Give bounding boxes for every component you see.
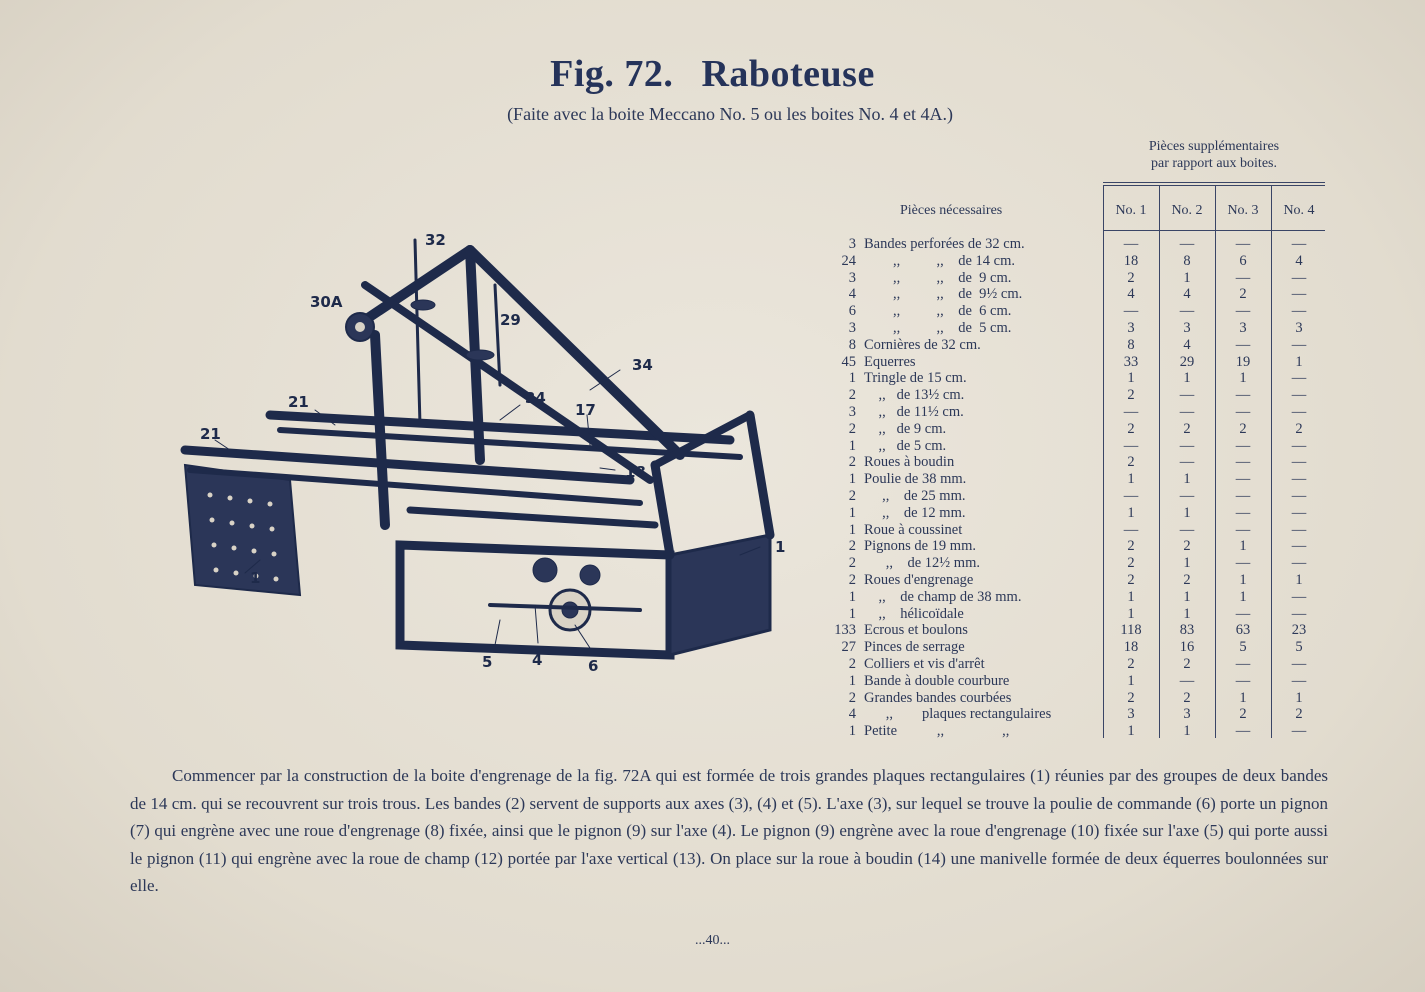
row-part-name: ,, de 5 cm.	[864, 437, 947, 454]
row-cell-no4: —	[1291, 521, 1307, 538]
row-quantity: 1	[848, 723, 856, 740]
table-row	[818, 404, 1328, 421]
row-cell-no4: 2	[1295, 706, 1303, 723]
machine-illustration	[170, 225, 810, 685]
row-quantity: 4	[848, 706, 856, 723]
row-part-name: Poulie de 38 mm.	[864, 471, 967, 488]
row-cell-no1: —	[1123, 437, 1139, 454]
row-part-name: ,, ,, de 14 cm.	[864, 252, 1016, 269]
column-header-no4: No. 4	[1283, 203, 1315, 218]
row-cell-no1: 2	[1127, 420, 1135, 437]
row-quantity: 3	[848, 269, 856, 286]
subtitle: (Faite avec la boite Meccano No. 5 ou les boites No. 4 et 4A.)	[507, 104, 953, 124]
row-cell-no1: 1	[1127, 588, 1135, 605]
row-cell-no4: —	[1291, 437, 1307, 454]
row-cell-no4: —	[1291, 538, 1307, 555]
row-cell-no3: 6	[1239, 252, 1247, 269]
row-quantity: 3	[848, 236, 856, 252]
row-part-name: Pignons de 19 mm.	[864, 538, 976, 555]
row-part-name: ,, hélicoïdale	[864, 605, 964, 622]
row-cell-no1: 2	[1127, 387, 1135, 404]
row-cell-no3: 1	[1239, 538, 1247, 555]
row-cell-no1: —	[1123, 404, 1139, 420]
row-cell-no4: —	[1291, 555, 1307, 572]
row-quantity: 1	[848, 521, 856, 538]
row-quantity: 2	[848, 656, 856, 672]
base-box-side	[670, 535, 770, 655]
row-quantity: 1	[848, 437, 856, 454]
table-row	[818, 236, 1328, 253]
row-cell-no3: 1	[1239, 572, 1247, 588]
figure-number: Fig. 72.	[550, 53, 674, 95]
row-cell-no3: 2	[1239, 420, 1247, 437]
row-cell-no4: —	[1291, 303, 1307, 320]
row-cell-no4: 23	[1291, 622, 1307, 639]
row-quantity: 2	[848, 454, 856, 471]
row-cell-no2: 2	[1183, 420, 1191, 437]
row-part-name: ,, ,, de 9½ cm.	[864, 286, 1023, 303]
table-row	[818, 673, 1328, 690]
row-cell-no3: —	[1235, 336, 1251, 353]
row-cell-no3: —	[1235, 656, 1251, 672]
row-cell-no1: 8	[1127, 336, 1135, 353]
row-cell-no2: —	[1179, 303, 1195, 320]
row-part-name: Colliers et vis d'arrêt	[864, 656, 985, 672]
row-part-name: ,, de 11½ cm.	[864, 404, 964, 420]
row-quantity: 1	[848, 370, 856, 387]
row-cell-no4: —	[1291, 336, 1307, 353]
row-cell-no3: —	[1235, 437, 1251, 454]
callout-17: 17	[575, 401, 596, 419]
row-cell-no1: 2	[1127, 454, 1135, 471]
row-cell-no2: —	[1179, 236, 1195, 252]
table-row	[818, 454, 1328, 471]
row-part-name: Roues à boudin	[864, 454, 955, 471]
supplement-header-line1: Pièces supplémentaires	[1148, 139, 1280, 154]
row-quantity: 3	[848, 404, 856, 420]
row-part-name: Equerres	[864, 353, 916, 370]
row-quantity: 8	[848, 336, 856, 353]
row-cell-no2: —	[1179, 387, 1195, 404]
callout-21-upper: 21	[288, 393, 309, 411]
row-part-name: Roues d'engrenage	[864, 572, 974, 588]
row-cell-no4: —	[1291, 471, 1307, 488]
table-row	[818, 589, 1328, 606]
table-row	[818, 538, 1328, 555]
row-cell-no1: —	[1123, 488, 1139, 504]
row-cell-no2: 3	[1183, 706, 1191, 723]
row-part-name: ,, ,, de 9 cm.	[864, 269, 1012, 286]
row-cell-no2: —	[1179, 437, 1195, 454]
row-cell-no4: 2	[1295, 420, 1303, 437]
row-cell-no2: 2	[1183, 689, 1191, 706]
row-cell-no4: —	[1291, 488, 1307, 504]
table-row	[818, 622, 1328, 639]
table-row	[818, 337, 1328, 354]
row-cell-no3: —	[1235, 471, 1251, 488]
header-rule	[1103, 230, 1325, 231]
table-row	[818, 723, 1328, 740]
callout-30a: 30A	[310, 293, 343, 311]
row-cell-no4: —	[1291, 656, 1307, 672]
callout-4: 4	[532, 651, 543, 669]
row-cell-no4: —	[1291, 370, 1307, 387]
row-cell-no4: —	[1291, 588, 1307, 605]
row-cell-no3: 63	[1235, 622, 1251, 639]
table-row	[818, 488, 1328, 505]
row-cell-no3: 19	[1235, 353, 1251, 370]
row-cell-no3: —	[1235, 303, 1251, 320]
row-cell-no2: 1	[1183, 555, 1191, 572]
row-quantity: 1	[848, 588, 856, 605]
row-quantity: 2	[848, 689, 856, 706]
row-cell-no1: 18	[1123, 252, 1139, 269]
row-cell-no3: 3	[1239, 320, 1247, 336]
row-cell-no2: 83	[1179, 622, 1195, 639]
row-cell-no3: 2	[1239, 706, 1247, 723]
row-cell-no3: —	[1235, 672, 1251, 689]
table-row	[818, 370, 1328, 387]
row-cell-no1: 1	[1127, 504, 1135, 521]
row-cell-no3: —	[1235, 404, 1251, 420]
callout-18: 18	[625, 463, 646, 481]
callout-5: 5	[482, 653, 493, 671]
table-row	[818, 522, 1328, 539]
row-cell-no4: —	[1291, 605, 1307, 622]
row-cell-no4: —	[1291, 404, 1307, 420]
row-cell-no1: 1	[1127, 672, 1135, 689]
row-cell-no3: 1	[1239, 689, 1247, 706]
table-row	[818, 286, 1328, 303]
row-cell-no1: —	[1123, 236, 1139, 252]
callout-32: 32	[425, 231, 446, 249]
pieces-header: Pièces nécessaires	[900, 203, 1003, 218]
row-cell-no2: 2	[1183, 656, 1191, 672]
row-cell-no4: 3	[1295, 320, 1303, 336]
row-cell-no3: —	[1235, 723, 1251, 740]
column-header-no1: No. 1	[1115, 203, 1147, 218]
table-row	[818, 706, 1328, 723]
row-quantity: 4	[848, 286, 856, 303]
row-cell-no1: 2	[1127, 538, 1135, 555]
row-quantity: 27	[841, 639, 856, 656]
row-cell-no1: 1	[1127, 370, 1135, 387]
row-part-name: ,, de 13½ cm.	[864, 387, 965, 404]
left-plate	[185, 465, 300, 595]
row-cell-no1: 1	[1127, 471, 1135, 488]
row-cell-no1: 3	[1127, 706, 1135, 723]
table-row	[818, 320, 1328, 337]
row-cell-no3: —	[1235, 387, 1251, 404]
column-header-no2: No. 2	[1171, 203, 1203, 218]
row-part-name: ,, de 9 cm.	[864, 420, 947, 437]
row-cell-no4: —	[1291, 454, 1307, 471]
row-cell-no3: 1	[1239, 370, 1247, 387]
row-cell-no4: —	[1291, 269, 1307, 286]
table-row	[818, 505, 1328, 522]
table-row	[818, 639, 1328, 656]
row-part-name: Grandes bandes courbées	[864, 689, 1012, 706]
row-cell-no4: —	[1291, 236, 1307, 252]
row-cell-no1: 2	[1127, 689, 1135, 706]
table-row	[818, 606, 1328, 623]
row-cell-no2: 1	[1183, 370, 1191, 387]
row-part-name: ,, de champ de 38 mm.	[864, 588, 1022, 605]
table-row	[818, 555, 1328, 572]
row-part-name: Ecrous et boulons	[864, 622, 968, 639]
row-cell-no4: —	[1291, 286, 1307, 303]
row-part-name: ,, ,, de 6 cm.	[864, 303, 1012, 320]
row-part-name: Cornières de 32 cm.	[864, 336, 981, 353]
row-cell-no2: —	[1179, 672, 1195, 689]
row-cell-no2: 29	[1179, 353, 1195, 370]
row-quantity: 2	[848, 555, 856, 572]
row-cell-no4: 1	[1295, 353, 1303, 370]
row-quantity: 2	[848, 488, 856, 504]
row-cell-no1: 18	[1123, 639, 1139, 656]
callout-6: 6	[588, 657, 599, 675]
row-cell-no2: 8	[1183, 252, 1191, 269]
page-number: ...40...	[695, 933, 730, 948]
table-row	[818, 354, 1328, 371]
row-part-name: ,, de 12 mm.	[864, 504, 966, 521]
row-cell-no4: —	[1291, 387, 1307, 404]
supplement-header	[1103, 138, 1325, 172]
row-cell-no2: 1	[1183, 605, 1191, 622]
table-row	[818, 471, 1328, 488]
row-cell-no4: —	[1291, 672, 1307, 689]
row-cell-no1: 33	[1123, 353, 1139, 370]
row-quantity: 133	[834, 622, 856, 639]
row-cell-no3: —	[1235, 605, 1251, 622]
callout-34-lower: 34	[525, 389, 546, 407]
table-row	[818, 387, 1328, 404]
row-cell-no2: 1	[1183, 269, 1191, 286]
row-cell-no2: 3	[1183, 320, 1191, 336]
figure-name: Raboteuse	[701, 53, 875, 95]
row-cell-no1: —	[1123, 303, 1139, 320]
callout-34-upper: 34	[632, 356, 653, 374]
table-row	[818, 270, 1328, 287]
row-part-name: ,, de 12½ mm.	[864, 555, 980, 572]
row-quantity: 45	[841, 353, 856, 370]
row-cell-no2: —	[1179, 488, 1195, 504]
row-cell-no1: 4	[1127, 286, 1135, 303]
row-cell-no2: 16	[1179, 639, 1195, 656]
row-cell-no3: —	[1235, 488, 1251, 504]
row-cell-no3: —	[1235, 504, 1251, 521]
row-cell-no3: 5	[1239, 639, 1247, 656]
row-quantity: 2	[848, 572, 856, 588]
callout-1-right: 1	[775, 538, 786, 556]
supplement-header-line2: par rapport aux boites.	[1151, 156, 1277, 171]
row-cell-no1: 2	[1127, 269, 1135, 286]
double-rule-bottom	[1103, 185, 1325, 186]
row-quantity: 6	[848, 303, 856, 320]
row-cell-no1: 1	[1127, 605, 1135, 622]
table-row	[818, 421, 1328, 438]
callout-29: 29	[500, 311, 521, 329]
double-rule-top	[1103, 182, 1325, 183]
callout-21-lower: 21	[200, 425, 221, 443]
row-cell-no2: 4	[1183, 336, 1191, 353]
row-cell-no2: 1	[1183, 723, 1191, 740]
row-cell-no1: 1	[1127, 723, 1135, 740]
row-cell-no4: 1	[1295, 689, 1303, 706]
row-cell-no2: 2	[1183, 538, 1191, 555]
row-cell-no4: —	[1291, 723, 1307, 740]
row-cell-no3: 2	[1239, 286, 1247, 303]
row-cell-no2: —	[1179, 454, 1195, 471]
row-quantity: 1	[848, 471, 856, 488]
row-cell-no4: —	[1291, 504, 1307, 521]
row-part-name: Tringle de 15 cm.	[864, 370, 967, 387]
base-box-front	[400, 545, 670, 655]
row-cell-no1: 2	[1127, 555, 1135, 572]
page-title	[0, 52, 1425, 96]
row-cell-no1: 2	[1127, 572, 1135, 588]
row-quantity: 1	[848, 504, 856, 521]
row-cell-no4: 5	[1295, 639, 1303, 656]
row-part-name: ,, plaques rectangulaires	[864, 706, 1052, 723]
row-part-name: Pinces de serrage	[864, 639, 965, 656]
row-part-name: Bande à double courbure	[864, 672, 1010, 689]
row-quantity: 24	[841, 252, 856, 269]
row-cell-no3: —	[1235, 454, 1251, 471]
row-part-name: Roue à coussinet	[864, 521, 963, 538]
row-cell-no4: 4	[1295, 252, 1303, 269]
row-part-name: Bandes perforées de 32 cm.	[864, 236, 1025, 252]
table-row	[818, 303, 1328, 320]
row-cell-no3: —	[1235, 555, 1251, 572]
row-cell-no3: 1	[1239, 588, 1247, 605]
row-cell-no1: 2	[1127, 656, 1135, 672]
row-cell-no3: —	[1235, 236, 1251, 252]
row-quantity: 1	[848, 605, 856, 622]
row-cell-no2: 1	[1183, 588, 1191, 605]
table-row	[818, 690, 1328, 707]
callout-1-left: 1	[250, 569, 261, 587]
table-row	[818, 438, 1328, 455]
row-cell-no2: 1	[1183, 471, 1191, 488]
row-cell-no4: 1	[1295, 572, 1303, 588]
column-header-no3: No. 3	[1227, 203, 1259, 218]
table-row	[818, 253, 1328, 270]
row-quantity: 3	[848, 320, 856, 336]
row-cell-no3: —	[1235, 269, 1251, 286]
row-cell-no1: 3	[1127, 320, 1135, 336]
row-cell-no2: —	[1179, 404, 1195, 420]
row-part-name: Petite ,, ,,	[864, 723, 1010, 740]
table-row	[818, 572, 1328, 589]
row-quantity: 2	[848, 387, 856, 404]
row-quantity: 2	[848, 538, 856, 555]
table-row	[818, 656, 1328, 673]
row-cell-no2: 4	[1183, 286, 1191, 303]
row-cell-no2: 2	[1183, 572, 1191, 588]
row-cell-no3: —	[1235, 521, 1251, 538]
row-quantity: 1	[848, 672, 856, 689]
row-cell-no2: —	[1179, 521, 1195, 538]
row-cell-no1: —	[1123, 521, 1139, 538]
row-part-name: ,, ,, de 5 cm.	[864, 320, 1012, 336]
row-cell-no2: 1	[1183, 504, 1191, 521]
row-quantity: 2	[848, 420, 856, 437]
row-cell-no1: 118	[1120, 622, 1142, 639]
instructions-paragraph: Commencer par la construction de la boite d'engrenage de la fig. 72A qui est formée de trois grandes plaques rectangulaires (1) réunies par des groupes de deux bandes de 14 cm. qui se recouvrent sur trois trous. Les bandes (2) servent de supports aux axes (3), (4) et (5). L'axe (3), sur lequel se trouve la poulie de commande (6) porte un pignon (7) qui engrène avec une roue d'engrenage (8) fixée, ainsi que le pignon (9) sur l'axe (4). Le pignon (9) engrène avec la roue d'engrenage (10) fixée sur l'axe (5) qui porte aussi le pignon (11) qui engrène avec la roue de champ (12) portée par l'axe vertical (13). On place sur la roue à boudin (14) une manivelle formée de deux équerres boulonnées sur elle.	[130, 766, 1328, 895]
row-part-name: ,, de 25 mm.	[864, 488, 966, 504]
